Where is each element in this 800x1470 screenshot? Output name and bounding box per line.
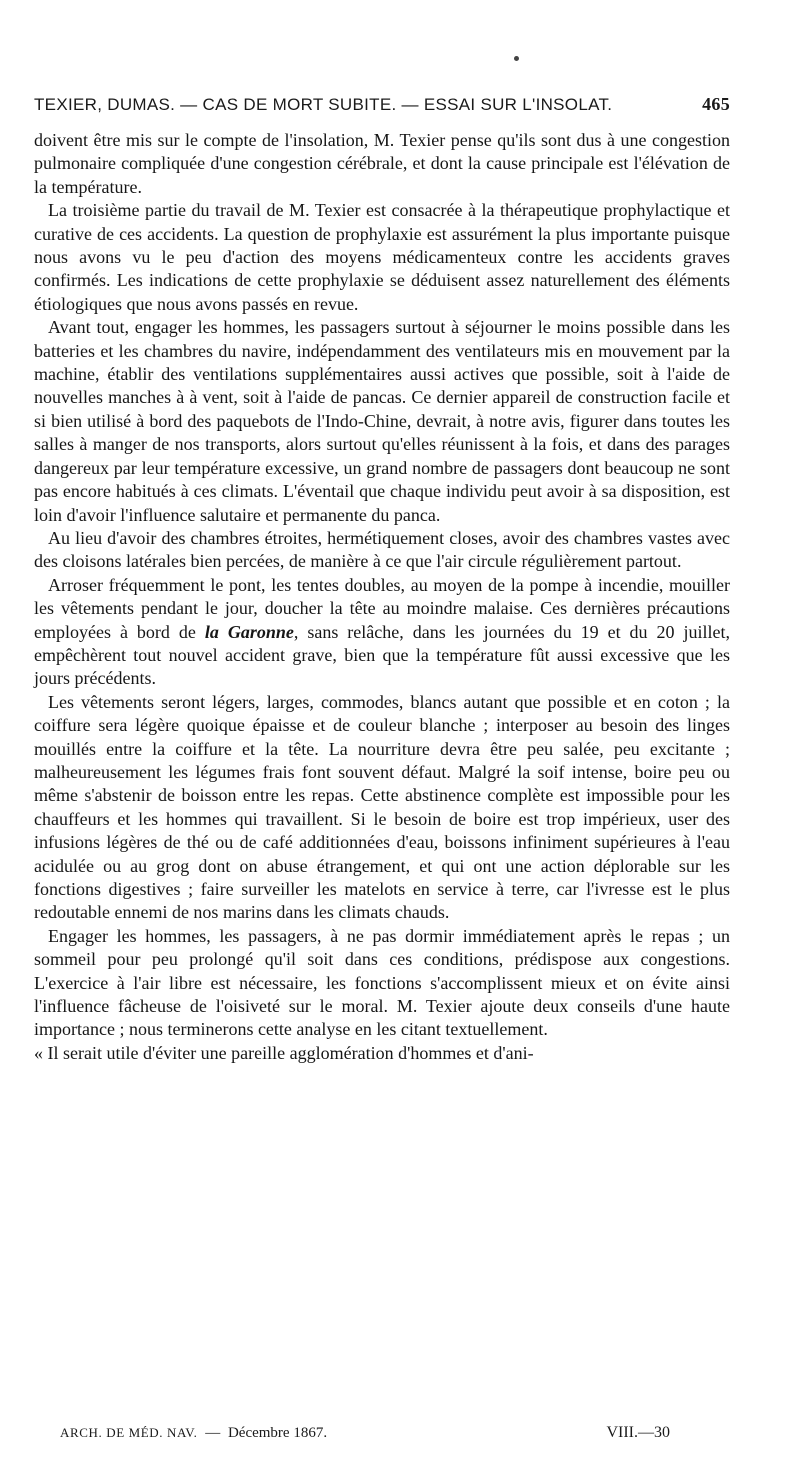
paragraph-ventilation: Avant tout, engager les hommes, les passagers surtout à séjourner le moins possible dans les batteries et les chambres du navire, indépendamment des ventilateurs mis en mouvement par la machine, établir des ventilations supplémentaires aussi actives que possible, soit à l'aide de nouvelles manches à à vent, soit à l'aide de pancas. Ce dernier appareil de construction facile et si bien utilisé à bord des paquebots de l'Indo-Chine, devrait, à notre avis, figurer dans toutes les salles à manger de nos transports, alors surtout qu'elles réunissent à la fois, et dans des parages dangereux par leur température excessive, un grand nombre de passagers dont beaucoup ne sont pas encore habitués à ces climats. L'éventail que chaque individu peut avoir à sa disposition, est loin d'avoir l'influence salutaire et permanente du panca.: [34, 317, 730, 525]
page-number: 465: [702, 94, 730, 114]
paragraph-deck-cooling: [34, 574, 730, 691]
footer-left: [60, 1425, 331, 1442]
running-header-title: TEXIER, DUMAS. — CAS DE MORT SUBITE. — ESSAI SUR L'INSOLAT.: [34, 95, 613, 114]
paragraph-quotation: « Il serait utile d'éviter une pareille agglomération d'hommes et d'ani-: [34, 1042, 534, 1063]
paragraph-cabins: Au lieu d'avoir des chambres étroites, hermétiquement closes, avoir des chambres vastes avec des cloisons latérales bien percées, de manière à ce que l'air circule régulièrement partout.: [34, 527, 730, 572]
journal-name: ARCH. DE MÉD. NAV.: [60, 1425, 198, 1440]
page-footer: [60, 1424, 670, 1448]
paragraph-deck-cooling-after: , sans relâche, dans les journées du 19 et du 20 juillet, empêchèrent tout nouvel accident grave, bien que la température fût aussi excessive que les jours précédents.: [34, 621, 731, 689]
issue-date: Décembre 1867.: [227, 1425, 328, 1441]
paragraph-deck-cooling-before: Arroser fréquemment le pont, les tentes doubles, au moyen de la pompe à incendie, mouiller les vêtements pendant le jour, doucher la tête au moindre malaise. Ces dernières précautions employées à bord de: [34, 574, 730, 642]
paragraph-clothing-diet: Les vêtements seront légers, larges, commodes, blancs autant que possible et en coton ; la coiffure sera légère quoique épaisse et de couleur blanche ; interposer au besoin des linges mouillés entre la coiffure et la tête. La nourriture devra être peu salée, peu excitante ; malheureusement les légumes frais font souvent défaut. Malgré la soif intense, boire peu ou même s'abstenir de boisson entre les repas. Cette abstinence complète est impossible pour les chauffeurs et les hommes qui travaillent. Si le besoin de boire est trop impérieux, user des infusions légères de thé ou de café additionnées d'eau, boissons infiniment supérieures à l'eau acidulée ou au grog dont on abuse étrangement, et qui ont une action déplorable sur les fonctions digestives ; faire surveiller les matelots en service à terre, car l'ivresse est le plus redoutable ennemi de nos marins dans les climats chauds.: [34, 691, 730, 923]
article-body: [34, 129, 730, 1065]
running-header: [34, 94, 730, 120]
ink-speck: [514, 56, 519, 61]
ship-name: la Garonne: [204, 621, 294, 642]
paragraph-rest-exercise: Engager les hommes, les passagers, à ne pas dormir immédiatement après le repas ; un sommeil pour peu prolongé qu'il soit dans ces conditions, prédispose aux congestions. L'exercice à l'air libre est nécessaire, les fonctions s'accomplissent mieux et on évite ainsi l'influence fâcheuse de l'oisiveté sur le moral. M. Texier ajoute deux conseils d'une haute importance ; nous terminerons cette analyse en les citant textuellement.: [34, 925, 730, 1040]
paragraph-continuation: doivent être mis sur le compte de l'insolation, M. Texier pense qu'ils sont dus à une congestion pulmonaire compliquée d'une congestion cérébrale, et dont la cause principale est l'élévation de la température.: [34, 130, 730, 197]
footer-dash: —: [205, 1425, 221, 1441]
volume-signature: VIII.—30: [606, 1424, 670, 1441]
paragraph-therapeutics: La troisième partie du travail de M. Texier est consacrée à la thérapeutique prophylactique et curative de ces accidents. La question de prophylaxie est assurément la plus importante puisque nous avons vu le peu d'action des moyens médicamenteux contre les accidents graves confirmés. Les indications de cette prophylaxie se déduisent assez naturellement des éléments étiologiques que nous avons passés en revue.: [34, 200, 730, 314]
